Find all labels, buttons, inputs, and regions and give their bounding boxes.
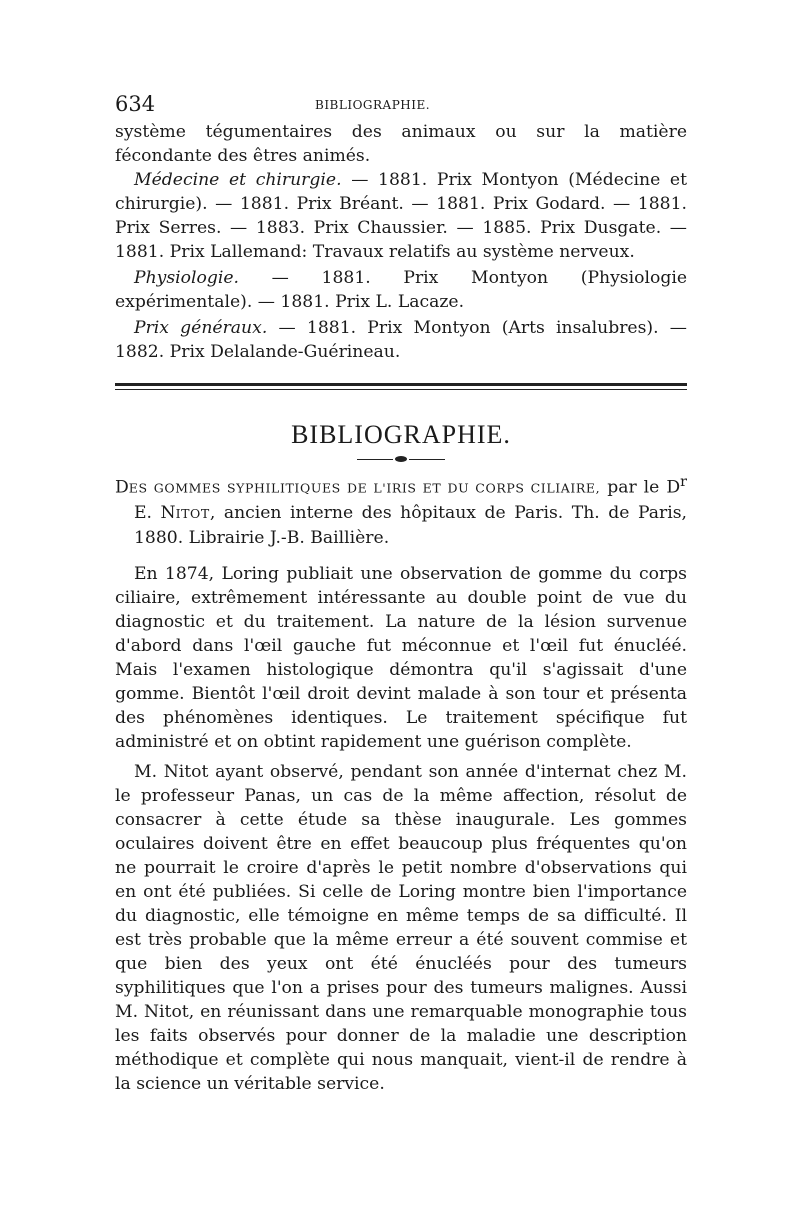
thick-rule: [115, 383, 687, 386]
prize-category: Prix généraux.: [134, 318, 268, 338]
section-title: BIBLIOGRAPHIE.: [291, 420, 511, 449]
ornament-line-left: [357, 459, 393, 460]
page-number: 634: [115, 92, 156, 116]
prize-entry-generaux: [115, 316, 687, 364]
bibliography-entry: [115, 470, 687, 550]
page-header: [115, 92, 687, 118]
thin-rule: [115, 389, 687, 390]
review-paragraph-1: En 1874, Loring publiait une observation de gomme du corps ciliaire, extrêmement intéressante au double point de vue du diagnostic et du traitement. La nature de la lésion survenue d'abord dans l'œil gauche fut méconnue et l'œil fut énucléé. Mais l'examen histologique démontra qu'il s'agissait d'une gomme. Bientôt l'œil droit devint malade à son tour et présenta des phénomènes identiques. Le traitement spécifique fut administré et on obtint rapidement une guérison complète.: [115, 563, 687, 752]
ornament-dot: [395, 456, 407, 462]
entry-by: par le D: [600, 477, 681, 498]
section-divider: [115, 383, 687, 390]
book-page: [115, 92, 687, 1096]
prize-category: Physiologie.: [134, 268, 239, 288]
entry-sup: r: [680, 474, 687, 490]
prize-entry-medecine: [115, 168, 687, 264]
review-paragraph-2: M. Nitot ayant observé, pendant son année d'internat chez M. le professeur Panas, un cas de la même affection, résolut de consacrer à cette étude sa thèse inaugurale. Les gommes oculaires doivent être en effet beaucoup plus fréquentes qu'on ne pourrait le croire d'après le petit nombre d'observations qui en ont été publiées. Si celle de Loring montre bien l'importance du diagnostic, elle témoigne en même temps de sa difficulté. Il est très probable que la même erreur a été souvent commise et que bien des yeux ont été énucléés pour des tumeurs syphilitiques que l'on a prises pour des tumeurs malignes. Aussi M. Nitot, en réunissant dans une remarquable monographie tous les faits observés pour donner de la maladie une description méthodique et complète qui nous manquait, vient-il de rendre à la science un véritable service.: [115, 761, 687, 1094]
entry-author-name: ITOT: [175, 505, 210, 521]
running-title: BIBLIOGRAPHIE.: [315, 98, 431, 112]
entry-publication: , ancien interne des hôpitaux de Paris. Th. de Paris, 1880. Librairie J.-B. Baillière.: [134, 502, 687, 548]
prize-text: — 1881. Prix Montyon (Médecine et chirurgie). — 1881. Prix Bréant. — 1881. Prix Godard. — 1881. Prix Serres. — 1883. Prix Chaussier. — 1885. Prix Dusgate. — 1881. Prix Lallemand: Travaux relatifs au système nerveux.: [115, 170, 687, 262]
ornament-divider: [115, 456, 687, 462]
entry-title: ES GOMMES SYPHILITIQUES DE L'IRIS ET DU CORPS CILIAIRE,: [128, 480, 601, 496]
entry-initial: D: [115, 477, 129, 498]
entry-author-initial: E. N: [134, 502, 176, 523]
prize-text: — 1881. Prix Montyon (Physiologie expérimentale). — 1881. Prix L. Lacaze.: [115, 268, 687, 312]
prize-entry-physiologie: [115, 266, 687, 314]
ornament-line-right: [409, 459, 445, 460]
prize-text: — 1881. Prix Montyon (Arts insalubres). — 1882. Prix Delalande-Guérineau.: [115, 318, 687, 362]
continuation-text: système tégumentaires des animaux ou sur la matière fécondante des êtres animés.: [115, 122, 687, 166]
prize-category: Médecine et chirurgie.: [134, 170, 342, 190]
